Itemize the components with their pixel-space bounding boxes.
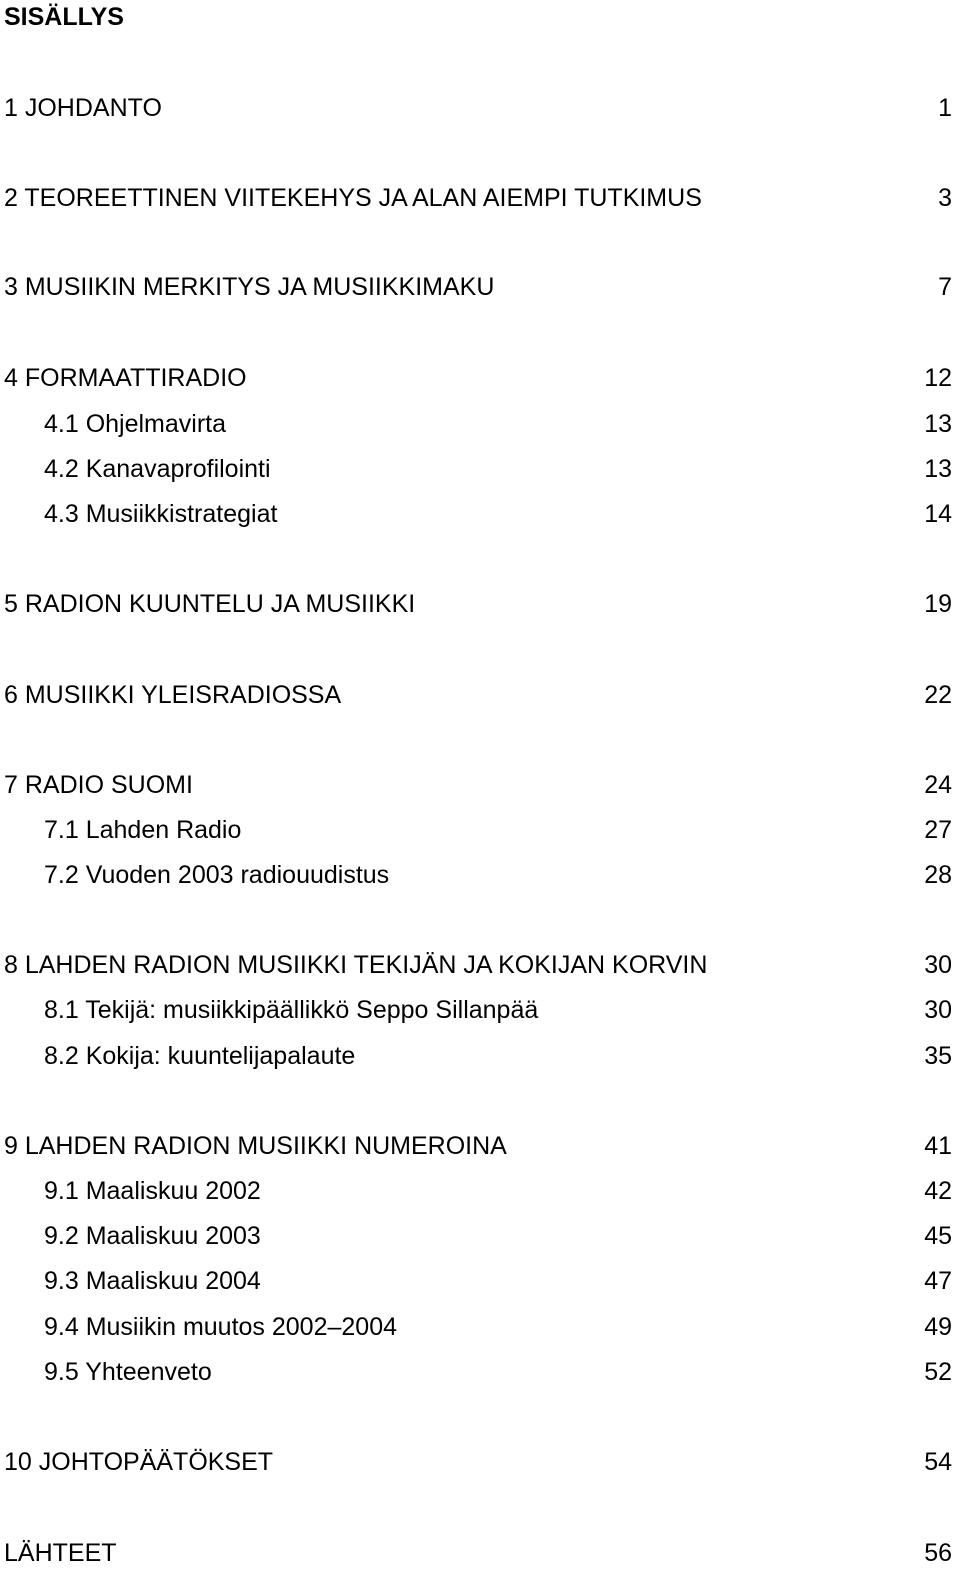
toc-entry [0,587,960,621]
toc-entry-page: 35 [924,1042,952,1070]
toc-entry [0,407,960,441]
toc-entry [0,858,960,892]
toc-entry-label: 3 MUSIIKIN MERKITYS JA MUSIIKKIMAKU [4,273,495,301]
toc-entry-label: 9 LAHDEN RADION MUSIIKKI NUMEROINA [4,1132,507,1160]
toc-entry [0,1445,960,1479]
toc-entry-label: 9.2 Maaliskuu 2003 [44,1222,261,1250]
toc-entry-page: 7 [938,273,952,301]
toc-entry-label: 4.1 Ohjelmavirta [44,410,227,438]
toc-entry-label: 6 MUSIIKKI YLEISRADIOSSA [4,681,342,709]
toc-entry-page: 24 [924,771,952,799]
toc-entry-label: 9.5 Yhteenveto [44,1358,212,1386]
toc-entry-page: 1 [938,94,952,122]
toc-entry [0,1129,960,1163]
toc-entry [0,1355,960,1389]
toc-entry-page: 42 [924,1177,952,1205]
toc-entry-page: 12 [924,364,952,392]
toc-entry-label: 9.3 Maaliskuu 2004 [44,1267,261,1295]
toc-entry-label: 2 TEOREETTINEN VIITEKEHYS JA ALAN AIEMPI TUTKIMUS [4,184,702,212]
toc-entry [0,497,960,531]
toc-entry-label: 1 JOHDANTO [4,94,162,122]
toc-entry-page: 52 [924,1358,952,1386]
toc-entry [0,678,960,712]
toc-entry-label: 9.1 Maaliskuu 2002 [44,1177,261,1205]
toc-entry-label: LÄHTEET [4,1539,117,1567]
toc-entry-label: 7.1 Lahden Radio [44,816,242,844]
toc-entry-label: 8.2 Kokija: kuuntelijapalaute [44,1042,356,1070]
toc-entry-label: 10 JOHTOPÄÄTÖKSET [4,1448,274,1476]
toc-entry-page: 3 [938,184,952,212]
toc-entry [0,1174,960,1208]
toc-heading: SISÄLLYS [4,3,124,31]
toc-entry-page: 30 [924,951,952,979]
toc-entry-label: 4 FORMAATTIRADIO [4,364,247,392]
toc-entry-page: 54 [924,1448,952,1476]
toc-entry-page: 28 [924,861,952,889]
toc-entry-page: 49 [924,1313,952,1341]
toc-entry-label: 7 RADIO SUOMI [4,771,193,799]
toc-entry-label: 7.2 Vuoden 2003 radiouudistus [44,861,390,889]
toc-entry-label: 8.1 Tekijä: musiikkipäällikkö Seppo Sillanpää [44,996,539,1024]
toc-entry-label: 4.2 Kanavaprofilointi [44,455,271,483]
toc-entry-page: 13 [924,410,952,438]
toc-entry-page: 27 [924,816,952,844]
toc-entry-page: 13 [924,455,952,483]
toc-entry-page: 22 [924,681,952,709]
toc-entry-page: 41 [924,1132,952,1160]
toc-entry [0,452,960,486]
toc-entry-page: 30 [924,996,952,1024]
toc-entry [0,948,960,982]
toc-entry-page: 45 [924,1222,952,1250]
toc-entry [0,181,960,215]
toc-entry [0,270,960,304]
toc-entry [0,993,960,1027]
toc-entry [0,768,960,802]
toc-entry-page: 47 [924,1267,952,1295]
toc-entry [0,1264,960,1298]
toc-entry [0,1039,960,1073]
toc-entry [0,1536,960,1570]
toc-entry-label: 8 LAHDEN RADION MUSIIKKI TEKIJÄN JA KOKIJAN KORVIN [4,951,708,979]
toc-entry [0,813,960,847]
toc-entry [0,91,960,125]
toc-entry-page: 19 [924,590,952,618]
toc-entry-label: 9.4 Musiikin muutos 2002–2004 [44,1313,398,1341]
toc-entry-page: 56 [924,1539,952,1567]
toc-entry [0,361,960,395]
toc-entry [0,1310,960,1344]
toc-entry-label: 4.3 Musiikkistrategiat [44,500,278,528]
toc-entry-label: 5 RADION KUUNTELU JA MUSIIKKI [4,590,416,618]
toc-entry-page: 14 [924,500,952,528]
toc-entry [0,1219,960,1253]
